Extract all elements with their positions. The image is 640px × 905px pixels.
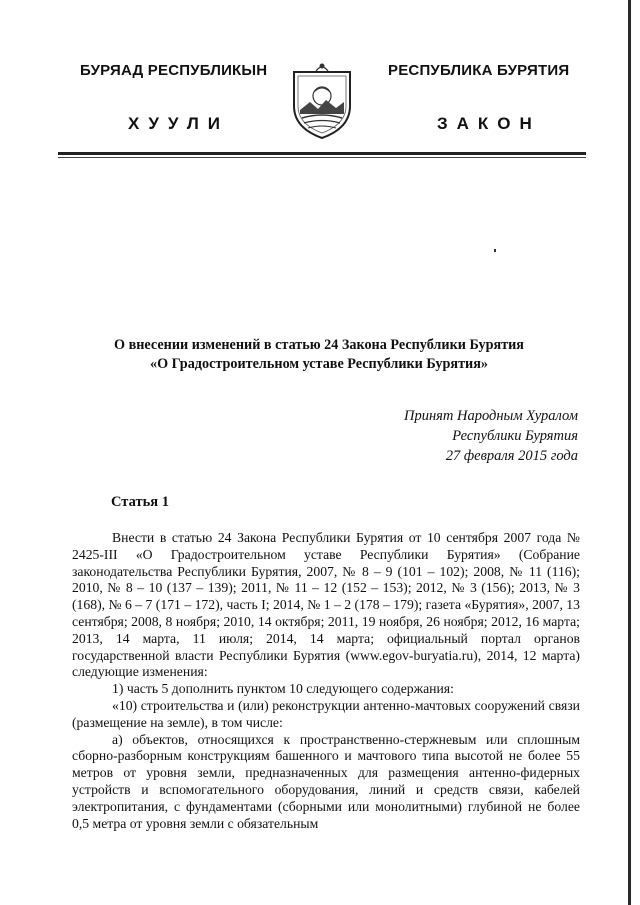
adoption-line-1: Принят Народным Хуралом bbox=[403, 408, 578, 424]
law-title-line-1: О внесении изменений в статью 24 Закона Республики Бурятия bbox=[114, 337, 524, 353]
law-title bbox=[60, 336, 578, 374]
coat-of-arms-icon bbox=[290, 62, 354, 140]
paragraph-intro: Внести в статью 24 Закона Республики Бурятия от 10 сентября 2007 года № 2425-III «О Градостроительном уставе Республики Бурятия» (Собрание законодательства Республики Бурятия, 2007, № 8 – 9 (101 – 102); 2008, № 11 (116); 2010, № 8 – 10 (137 – 139); 2011, № 11 – 12 (152 – 153); 2012, № 3 (156); 2013, № 3 (168), № 6 – 7 (171 – 172), часть I; 2014, № 1 – 2 (178 – 179); газета «Бурятия», 2007, 13 сентября; 2008, 8 ноября; 2010, 14 октября; 2011, 19 ноября, 26 ноября; 2012, 16 марта; 2013, 14 марта, 11 июля; 2014, 14 марта; официальный портал органов государственной власти Республики Бурятия (www.egov-buryatia.ru), 2014, 12 марта) следующие изменения: bbox=[72, 530, 580, 680]
paragraph-item-10: «10) строительства и (или) реконструкции антенно-мачтовых сооружений связи (размещение на земле), в том числе: bbox=[72, 697, 580, 730]
scan-edge bbox=[628, 0, 631, 905]
header-right-title: РЕСПУБЛИКА БУРЯТИЯ bbox=[388, 62, 570, 79]
article-heading: Статья 1 bbox=[111, 494, 169, 510]
paragraph-subitem-a: а) объектов, относящихся к пространственно-стержневым или сплошным сборно-разборным конструкциям башенного и мачтового типа высотой не более 55 метров от уровня земли, предназначенных для размещения антенно-фидерных устройств и вспомогательного оборудования, линий и средств связи, кабелей электропитания, с фундаментами (сборными или монолитными) глубиной не более 0,5 метра от уровня земли с обязательным bbox=[72, 731, 580, 831]
header-rule-thick bbox=[58, 152, 586, 155]
law-title-line-2: «О Градостроительном уставе Республики Бурятия» bbox=[150, 356, 488, 372]
adoption-line-2: Республики Бурятия bbox=[452, 428, 578, 444]
adoption-note bbox=[278, 406, 578, 466]
header-left-doc-type: ХУУЛИ bbox=[128, 114, 229, 133]
scan-speck bbox=[494, 249, 496, 252]
header-right-doc-type: ЗАКОН bbox=[437, 114, 541, 133]
header-left-title: БУРЯАД РЕСПУБЛИКЫН bbox=[80, 62, 268, 79]
article-body bbox=[72, 530, 580, 832]
header-rule-thin bbox=[58, 157, 586, 158]
paragraph-item-1: 1) часть 5 дополнить пунктом 10 следующего содержания: bbox=[112, 681, 454, 697]
adoption-date: 27 февраля 2015 года bbox=[445, 448, 578, 464]
